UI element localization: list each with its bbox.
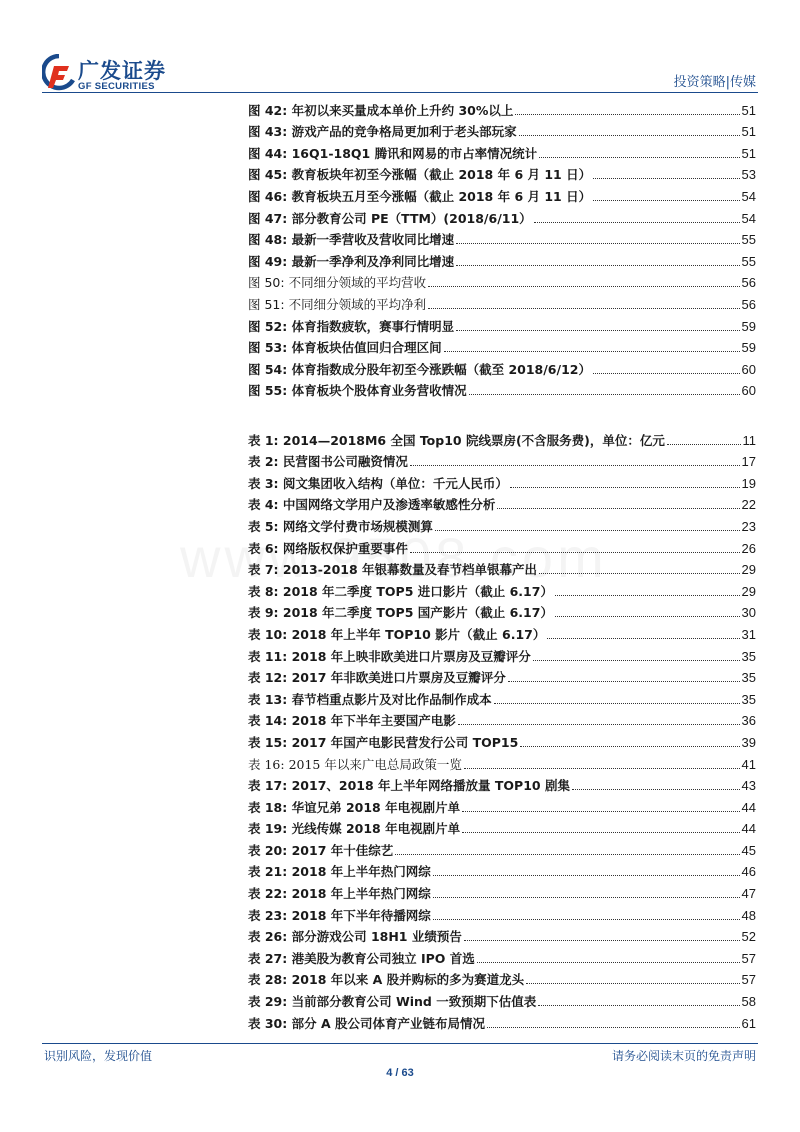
- dot-leader: [433, 897, 740, 898]
- table-entry-page: 58: [741, 994, 756, 1010]
- table-entry-page: 44: [741, 821, 756, 837]
- table-entry-page: 11: [742, 432, 756, 448]
- table-entry[interactable]: [248, 924, 756, 946]
- figure-entry[interactable]: [248, 335, 756, 357]
- dot-leader: [395, 854, 739, 855]
- figure-entry-title: 图 52: 体育指数疲软，赛事行情明显: [248, 318, 455, 334]
- table-entry-page: 47: [741, 886, 756, 902]
- table-entry[interactable]: [248, 535, 756, 557]
- table-entry-title: 表 6: 网络版权保护重要事件: [248, 540, 408, 556]
- page-number: 4 / 63: [386, 1067, 414, 1079]
- table-entry[interactable]: [248, 643, 756, 665]
- table-entry-page: 26: [741, 540, 756, 556]
- dot-leader: [494, 703, 740, 704]
- table-entry[interactable]: [248, 621, 756, 643]
- figure-entry[interactable]: [248, 162, 756, 184]
- table-entry-page: 29: [741, 583, 756, 599]
- figure-entry[interactable]: [248, 270, 756, 292]
- table-entry-page: 57: [741, 950, 756, 966]
- table-entry[interactable]: [248, 988, 756, 1010]
- figure-entry-title: 图 44: 16Q1-18Q1 腾讯和网易的市占率情况统计: [248, 145, 538, 161]
- dot-leader: [410, 552, 740, 553]
- figure-entry[interactable]: [248, 140, 756, 162]
- figure-entry-title: 图 51: 不同细分领域的平均净利: [248, 296, 427, 312]
- dot-leader: [515, 114, 739, 115]
- dot-leader: [593, 178, 739, 179]
- table-entry-page: 45: [741, 842, 756, 858]
- table-entry-title: 表 30: 部分 A 股公司体育产业链布局情况: [248, 1015, 485, 1031]
- table-entry-page: 52: [741, 929, 756, 945]
- footer-divider: [42, 1043, 758, 1044]
- figure-entry[interactable]: [248, 248, 756, 270]
- table-entry-title: 表 19: 光线传媒 2018 年电视剧片单: [248, 821, 461, 837]
- dot-leader: [477, 962, 740, 963]
- dot-leader: [462, 832, 739, 833]
- dot-leader: [456, 330, 739, 331]
- figure-entry-page: 60: [741, 383, 756, 399]
- dot-leader: [526, 983, 739, 984]
- table-entry-title: 表 15: 2017 年国产电影民营发行公司 TOP15: [248, 734, 519, 750]
- table-list: [248, 427, 756, 1032]
- figure-entry-title: 图 43: 游戏产品的竞争格局更加利于老头部玩家: [248, 124, 517, 140]
- table-entry-page: 39: [741, 734, 756, 750]
- dot-leader: [510, 487, 740, 488]
- table-entry[interactable]: [248, 967, 756, 989]
- figure-entry-title: 图 53: 体育板块估值回归合理区间: [248, 340, 442, 356]
- dot-leader: [508, 681, 740, 682]
- table-entry-page: 17: [741, 454, 756, 470]
- dot-leader: [538, 1005, 739, 1006]
- figure-entry[interactable]: [248, 97, 756, 119]
- figure-entry-page: 56: [741, 275, 756, 291]
- dot-leader: [593, 373, 740, 374]
- dot-leader: [456, 243, 739, 244]
- table-entry-page: 19: [741, 475, 756, 491]
- table-entry-page: 35: [741, 670, 756, 686]
- table-entry[interactable]: [248, 729, 756, 751]
- table-entry[interactable]: [248, 816, 756, 838]
- table-entry-page: 35: [741, 648, 756, 664]
- dot-leader: [428, 286, 739, 287]
- table-entry[interactable]: [248, 513, 756, 535]
- table-entry[interactable]: [248, 578, 756, 600]
- figure-entry-title: 图 45: 教育板块年初至今涨幅（截止 2018 年 6 月 11 日）: [248, 167, 592, 183]
- table-entry-page: 44: [741, 799, 756, 815]
- figure-entry-title: 图 55: 体育板块个股体育业务营收情况: [248, 383, 467, 399]
- table-entry-title: 表 10: 2018 年上半年 TOP10 影片（截止 6.17）: [248, 626, 546, 642]
- header-divider: [42, 92, 758, 93]
- dot-leader: [456, 265, 739, 266]
- table-entry[interactable]: [248, 794, 756, 816]
- figure-entry-page: 59: [741, 340, 756, 356]
- logo-english-name: GF SECURITIES: [78, 81, 155, 92]
- table-entry-page: 43: [741, 778, 756, 794]
- table-entry-title: 表 18: 华谊兄弟 2018 年电视剧片单: [248, 799, 461, 815]
- figure-entry-page: 51: [741, 145, 756, 161]
- table-entry-title: 表 14: 2018 年下半年主要国产电影: [248, 713, 456, 729]
- logo-chinese-name: 广发证券: [78, 59, 166, 83]
- table-entry[interactable]: [248, 859, 756, 881]
- dot-leader: [572, 789, 740, 790]
- dot-leader: [433, 875, 740, 876]
- dot-leader: [533, 660, 740, 661]
- dot-leader: [593, 200, 739, 201]
- table-entry-title: 表 20: 2017 年十佳综艺: [248, 842, 394, 858]
- dot-leader: [539, 573, 740, 574]
- table-entry-page: 29: [741, 562, 756, 578]
- dot-leader: [497, 508, 739, 509]
- table-entry[interactable]: [248, 902, 756, 924]
- table-entry-title: 表 8: 2018 年二季度 TOP5 进口影片（截止 6.17）: [248, 583, 553, 599]
- figure-entry-page: 51: [741, 102, 756, 118]
- table-entry-title: 表 26: 部分游戏公司 18H1 业绩预告: [248, 929, 462, 945]
- table-entry[interactable]: [248, 557, 756, 579]
- figure-entry-page: 54: [741, 188, 756, 204]
- table-entry-page: 48: [741, 907, 756, 923]
- table-entry-title: 表 1: 2014—2018M6 全国 Top10 院线票房(不含服务费)，单位：亿元: [248, 432, 665, 448]
- figure-entry-page: 51: [741, 124, 756, 140]
- dot-leader: [410, 465, 740, 466]
- logo-mark-icon: [42, 54, 76, 92]
- company-logo: [42, 54, 222, 94]
- figure-entry-page: 59: [741, 318, 756, 334]
- dot-leader: [539, 157, 739, 158]
- dot-leader: [667, 444, 741, 445]
- table-entry-title: 表 16: 2015 年以来广电总局政策一览: [248, 756, 462, 772]
- figure-entry-page: 56: [741, 296, 756, 312]
- figure-entry[interactable]: [248, 378, 756, 400]
- page-header: [0, 0, 800, 96]
- table-entry-title: 表 12: 2017 年非欧美进口片票房及豆瓣评分: [248, 670, 506, 686]
- table-entry[interactable]: [248, 492, 756, 514]
- table-entry-title: 表 7: 2013-2018 年银幕数量及春节档单银幕产出: [248, 562, 538, 578]
- figure-entry-title: 图 49: 最新一季净利及净利同比增速: [248, 253, 455, 269]
- figure-entry[interactable]: [248, 205, 756, 227]
- figure-entry[interactable]: [248, 183, 756, 205]
- table-entry-page: 41: [741, 756, 756, 772]
- dot-leader: [458, 724, 740, 725]
- table-entry-title: 表 28: 2018 年以来 A 股并购标的多为赛道龙头: [248, 972, 525, 988]
- table-entry[interactable]: [248, 1010, 756, 1032]
- dot-leader: [433, 919, 740, 920]
- figure-entry-title: 图 48: 最新一季营收及营收同比增速: [248, 232, 455, 248]
- table-entry[interactable]: [248, 708, 756, 730]
- figure-entry-title: 图 42: 年初以来买量成本单价上升约 30%以上: [248, 102, 514, 118]
- figure-entry-title: 图 46: 教育板块五月至今涨幅（截止 2018 年 6 月 11 日）: [248, 188, 592, 204]
- figure-entry-page: 54: [741, 210, 756, 226]
- figure-entry-page: 55: [741, 253, 756, 269]
- table-entry-page: 36: [741, 713, 756, 729]
- table-entry-title: 表 23: 2018 年下半年待播网综: [248, 907, 431, 923]
- table-entry-page: 57: [741, 972, 756, 988]
- table-entry-title: 表 27: 港美股为教育公司独立 IPO 首选: [248, 950, 475, 966]
- table-entry[interactable]: [248, 837, 756, 859]
- dot-leader: [469, 394, 740, 395]
- table-entry-page: 23: [741, 518, 756, 534]
- dot-leader: [555, 616, 740, 617]
- footer-slogan: 识别风险，发现价值: [44, 1049, 153, 1063]
- figure-entry[interactable]: [248, 291, 756, 313]
- figure-entry-title: 图 50: 不同细分领域的平均营收: [248, 275, 427, 291]
- table-entry-title: 表 2: 民营图书公司融资情况: [248, 454, 408, 470]
- dot-leader: [428, 308, 739, 309]
- table-entry[interactable]: [248, 600, 756, 622]
- table-entry-title: 表 5: 网络文学付费市场规模测算: [248, 518, 433, 534]
- table-entry[interactable]: [248, 773, 756, 795]
- dot-leader: [462, 811, 739, 812]
- table-entry-title: 表 4: 中国网络文学用户及渗透率敏感性分析: [248, 497, 496, 513]
- table-entry-title: 表 22: 2018 年上半年热门网综: [248, 886, 431, 902]
- table-entry-title: 表 9: 2018 年二季度 TOP5 国产影片（截止 6.17）: [248, 605, 553, 621]
- figure-list: [248, 97, 756, 399]
- table-entry[interactable]: [248, 945, 756, 967]
- figure-entry[interactable]: [248, 356, 756, 378]
- report-section: 投资策略|传媒: [673, 75, 756, 90]
- table-entry-title: 表 29: 当前部分教育公司 Wind 一致预期下估值表: [248, 994, 537, 1010]
- figure-entry-page: 55: [741, 232, 756, 248]
- figure-entry[interactable]: [248, 313, 756, 335]
- table-entry-title: 表 11: 2018 年上映非欧美进口片票房及豆瓣评分: [248, 648, 531, 664]
- table-entry-page: 61: [741, 1015, 756, 1031]
- table-entry-title: 表 17: 2017、2018 年上半年网络播放量 TOP10 剧集: [248, 778, 570, 794]
- table-entry[interactable]: [248, 665, 756, 687]
- dot-leader: [547, 638, 739, 639]
- figure-entry-title: 图 54: 体育指数成分股年初至今涨跌幅（截至 2018/6/12）: [248, 361, 591, 377]
- figure-entry[interactable]: [248, 119, 756, 141]
- table-entry-title: 表 21: 2018 年上半年热门网综: [248, 864, 431, 880]
- dot-leader: [555, 595, 740, 596]
- table-entry[interactable]: [248, 686, 756, 708]
- table-entry-page: 31: [741, 626, 756, 642]
- table-entry-page: 46: [741, 864, 756, 880]
- table-entry[interactable]: [248, 751, 756, 773]
- table-entry[interactable]: [248, 449, 756, 471]
- table-entry-page: 30: [741, 605, 756, 621]
- figure-entry-title: 图 47: 部分教育公司 PE（TTM）(2018/6/11）: [248, 210, 532, 226]
- dot-leader: [464, 940, 740, 941]
- dot-leader: [435, 530, 740, 531]
- table-entry[interactable]: [248, 427, 756, 449]
- dot-leader: [444, 351, 740, 352]
- footer-disclaimer: 请务必阅读末页的免责声明: [611, 1049, 756, 1063]
- dot-leader: [520, 746, 739, 747]
- table-entry[interactable]: [248, 470, 756, 492]
- figure-entry[interactable]: [248, 227, 756, 249]
- table-entry-page: 35: [741, 691, 756, 707]
- dot-leader: [534, 222, 740, 223]
- dot-leader: [487, 1027, 740, 1028]
- table-entry-title: 表 3: 阅文集团收入结构（单位：千元人民币）: [248, 475, 508, 491]
- figure-entry-page: 60: [741, 361, 756, 377]
- dot-leader: [519, 135, 740, 136]
- dot-leader: [464, 768, 740, 769]
- table-entry[interactable]: [248, 880, 756, 902]
- figure-entry-page: 53: [741, 167, 756, 183]
- table-entry-title: 表 13: 春节档重点影片及对比作品制作成本: [248, 691, 492, 707]
- table-entry-page: 22: [741, 497, 756, 513]
